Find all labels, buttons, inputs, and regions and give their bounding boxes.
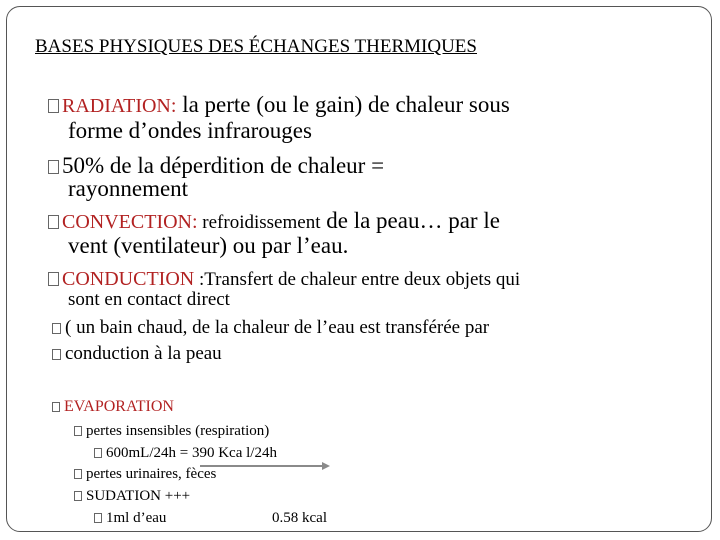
conduction-text: :Transfert de chaleur entre deux objets qui — [194, 269, 521, 290]
bullet-box-icon — [48, 99, 59, 113]
evaporation-label: EVAPORATION — [64, 398, 174, 415]
evap-item-volume — [94, 445, 277, 462]
evap-item-text: SUDATION +++ — [86, 488, 191, 504]
evap-item-sudation — [74, 488, 190, 505]
bullet-box-icon — [52, 323, 61, 334]
evap-item-text: pertes insensibles (respiration) — [86, 423, 270, 439]
convection-small-text: refroidissement — [197, 212, 321, 233]
evap-item-urinary — [74, 466, 216, 483]
bullet-box-icon — [52, 402, 60, 412]
bullet-conduction — [48, 268, 520, 291]
bullet-convection — [48, 208, 500, 234]
bullet-box-icon — [48, 160, 59, 174]
bullet-radiation — [48, 92, 510, 118]
percentage-text-cont: rayonnement — [68, 176, 189, 201]
evap-item-text: pertes urinaires, fèces — [86, 466, 217, 482]
radiation-text-cont: forme d’ondes infrarouges — [68, 118, 312, 143]
bullet-conduction-example-cont — [52, 343, 222, 365]
evap-item-insensible — [74, 423, 269, 440]
bullet-box-icon — [52, 349, 61, 360]
bullet-box-icon — [74, 469, 82, 479]
conduction-text-cont: sont en contact direct — [68, 289, 230, 310]
bullet-box-icon — [48, 272, 59, 286]
bullet-evaporation — [52, 398, 174, 416]
conduction-example-text: ( un bain chaud, de la chaleur de l’eau est transférée par — [65, 317, 490, 338]
conduction-label: CONDUCTION — [62, 268, 195, 290]
evap-item-water — [94, 510, 166, 527]
slide-title: BASES PHYSIQUES DES ÉCHANGES THERMIQUES — [35, 36, 477, 57]
conduction-example-text-cont: conduction à la peau — [65, 343, 222, 364]
bullet-conduction-example — [52, 317, 489, 339]
bullet-box-icon — [94, 448, 102, 458]
bullet-box-icon — [94, 513, 102, 523]
convection-text: de la peau… par le — [320, 208, 500, 233]
radiation-label: RADIATION: — [62, 95, 177, 117]
evap-item-text: 1ml d’eau — [106, 510, 167, 526]
convection-label: CONVECTION: — [62, 211, 198, 233]
evap-item-kcal: 0.58 kcal — [272, 510, 327, 526]
bullet-box-icon — [74, 426, 82, 436]
bullet-box-icon — [74, 491, 82, 501]
bullet-box-icon — [48, 215, 59, 229]
evap-item-text: 600mL/24h = 390 Kca l/24h — [106, 445, 277, 461]
percentage-text: 50% de la déperdition de chaleur = — [62, 153, 385, 178]
arrow-right-icon — [200, 461, 330, 471]
radiation-text: la perte (ou le gain) de chaleur sous — [176, 92, 510, 117]
convection-text-cont: vent (ventilateur) ou par l’eau. — [68, 233, 349, 258]
